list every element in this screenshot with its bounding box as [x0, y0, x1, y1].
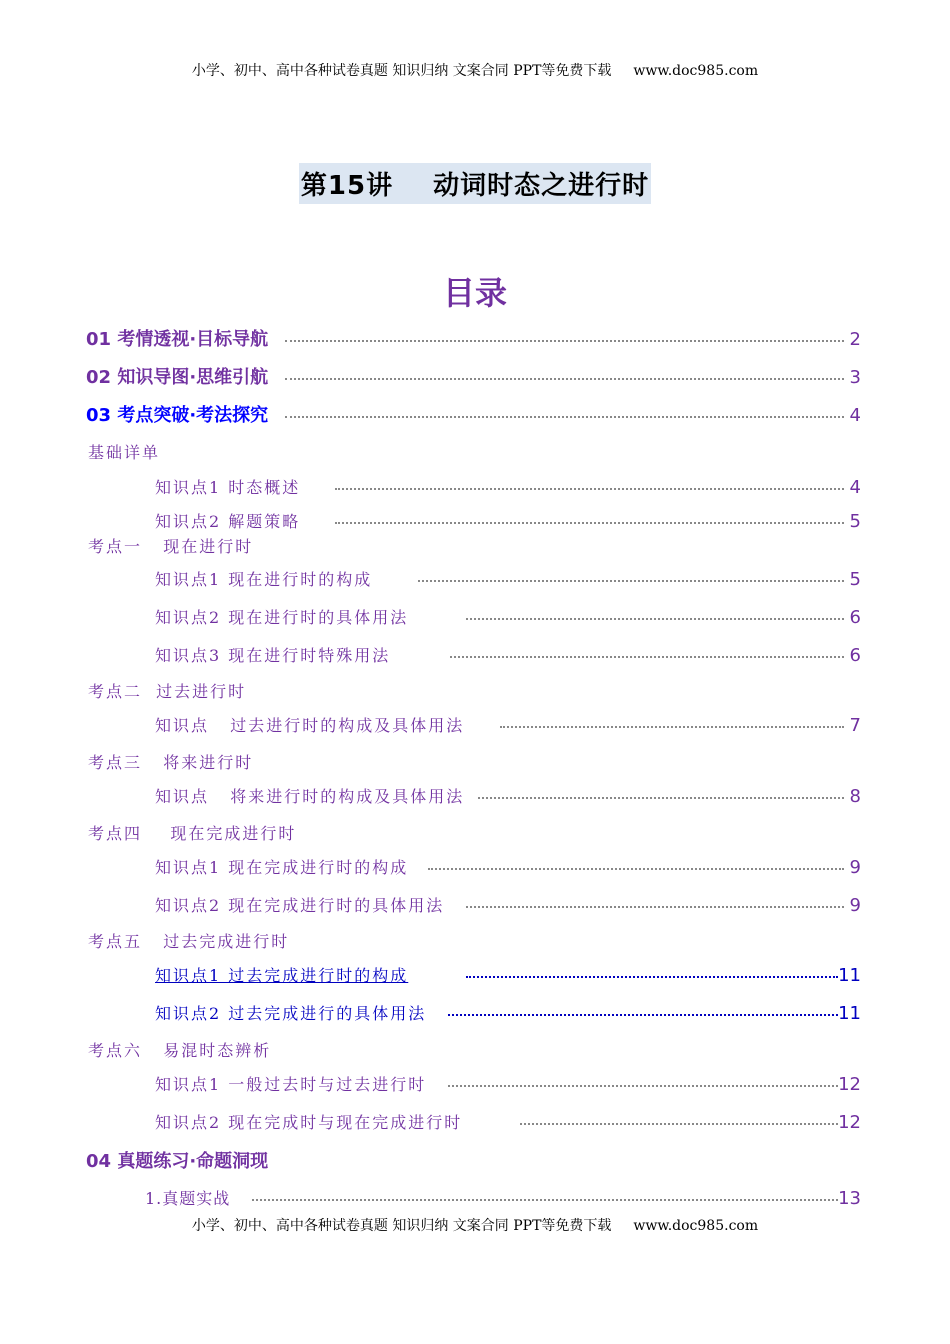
toc-page-number: 8 — [849, 786, 861, 807]
toc-item-label[interactable]: 知识点1 时态概述 — [155, 475, 300, 501]
toc-page-number: 9 — [849, 857, 861, 878]
header-text: 小学、初中、高中各种试卷真题 知识归纳 文案合同 PPT等免费下载 — [191, 63, 612, 79]
toc-category-label: 考点二 过去进行时 — [88, 679, 246, 705]
toc-page-number: 4 — [849, 405, 861, 426]
footer-url[interactable]: www.doc985.com — [633, 1218, 759, 1234]
toc-leader — [335, 488, 844, 490]
toc-item-label[interactable]: 知识点2 过去完成进行的具体用法 — [155, 1001, 426, 1027]
toc-page-number: 7 — [849, 715, 861, 736]
toc-item-label[interactable]: 知识点3 现在进行时特殊用法 — [155, 643, 390, 669]
toc-leader — [450, 656, 844, 658]
toc-item[interactable] — [0, 1072, 950, 1098]
toc-category-label: 考点五 过去完成进行时 — [88, 929, 289, 955]
toc-category — [0, 929, 950, 955]
toc-leader — [285, 416, 844, 418]
toc-item-label[interactable]: 知识点1 过去完成进行时的构成 — [155, 963, 408, 989]
toc-category — [0, 440, 950, 466]
toc-leader — [285, 378, 844, 380]
toc-section-02[interactable] — [0, 365, 950, 391]
toc-leader — [252, 1199, 838, 1201]
title-block — [299, 163, 651, 204]
toc-leader — [466, 618, 844, 620]
toc-leader — [466, 976, 838, 978]
toc-leader — [428, 868, 844, 870]
toc-item[interactable] — [0, 1110, 950, 1136]
toc-item[interactable] — [0, 567, 950, 593]
toc-item[interactable] — [0, 784, 950, 810]
page-footer — [0, 1215, 950, 1235]
toc-category — [0, 750, 950, 776]
toc-item[interactable] — [0, 713, 950, 739]
toc-page-number: 11 — [838, 965, 861, 986]
toc-leader — [448, 1085, 838, 1087]
toc-item[interactable] — [0, 1001, 950, 1027]
toc-leader — [418, 580, 844, 582]
toc-heading: 目录 — [442, 274, 507, 312]
toc-item-label[interactable]: 知识点 过去进行时的构成及具体用法 — [155, 713, 464, 739]
lesson-number: 第15讲 — [300, 171, 394, 201]
toc-item[interactable] — [0, 1186, 950, 1212]
toc-item[interactable] — [0, 605, 950, 631]
toc-section-04[interactable] — [0, 1149, 950, 1175]
toc-page-number: 2 — [849, 329, 861, 350]
toc-leader — [520, 1123, 838, 1125]
toc-item[interactable] — [0, 509, 950, 535]
toc-leader — [478, 797, 844, 799]
toc-item-label[interactable]: 1.真题实战 — [145, 1186, 230, 1212]
toc-page-number: 12 — [838, 1112, 861, 1133]
toc-page-number: 13 — [838, 1188, 861, 1209]
toc-category-label: 考点一 现在进行时 — [88, 534, 253, 560]
toc-section-label[interactable]: 01 考情透视·目标导航 — [86, 327, 268, 353]
toc-page-number: 6 — [849, 645, 861, 666]
toc-page-number: 9 — [849, 895, 861, 916]
toc-leader — [466, 906, 844, 908]
toc-item-label[interactable]: 知识点2 现在完成时与现在完成进行时 — [155, 1110, 462, 1136]
toc-item-label[interactable]: 知识点1 一般过去时与过去进行时 — [155, 1072, 426, 1098]
toc-page-number: 11 — [838, 1003, 861, 1024]
toc-page-number: 3 — [849, 367, 861, 388]
toc-section-label[interactable]: 04 真题练习·命题洞现 — [86, 1149, 268, 1175]
page-header — [0, 60, 950, 80]
toc-category-label: 考点四 现在完成进行时 — [88, 821, 296, 847]
toc-category — [0, 534, 950, 560]
toc-item[interactable] — [0, 475, 950, 501]
toc-leader — [335, 522, 844, 524]
toc-category-label: 基础详单 — [88, 440, 160, 466]
header-url[interactable]: www.doc985.com — [633, 63, 759, 79]
toc-leader — [500, 726, 844, 728]
toc-item[interactable] — [0, 643, 950, 669]
toc-item-label[interactable]: 知识点2 现在进行时的具体用法 — [155, 605, 408, 631]
toc-page-number: 5 — [849, 511, 861, 532]
toc-item-label[interactable]: 知识点1 现在进行时的构成 — [155, 567, 372, 593]
toc-item[interactable] — [0, 855, 950, 881]
toc-section-03[interactable] — [0, 403, 950, 429]
toc-item[interactable] — [0, 963, 950, 989]
toc-page-number: 12 — [838, 1074, 861, 1095]
toc-category-label: 考点三 将来进行时 — [88, 750, 253, 776]
toc-item[interactable] — [0, 893, 950, 919]
toc-page-number: 6 — [849, 607, 861, 628]
toc-page-number: 4 — [849, 477, 861, 498]
toc-category — [0, 1038, 950, 1064]
toc-category — [0, 821, 950, 847]
toc-item-label[interactable]: 知识点2 解题策略 — [155, 509, 300, 535]
toc-item-label[interactable]: 知识点1 现在完成进行时的构成 — [155, 855, 408, 881]
lesson-topic: 动词时态之进行时 — [433, 171, 650, 201]
footer-text: 小学、初中、高中各种试卷真题 知识归纳 文案合同 PPT等免费下载 — [191, 1218, 612, 1234]
toc-section-label[interactable]: 03 考点突破·考法探究 — [86, 403, 268, 429]
toc-section-label[interactable]: 02 知识导图·思维引航 — [86, 365, 268, 391]
toc-leader — [448, 1014, 838, 1016]
page-title — [0, 163, 950, 204]
toc-item-label[interactable]: 知识点 将来进行时的构成及具体用法 — [155, 784, 464, 810]
toc-leader — [285, 340, 844, 342]
toc-page-number: 5 — [849, 569, 861, 590]
toc-item-label[interactable]: 知识点2 现在完成进行时的具体用法 — [155, 893, 444, 919]
toc-section-01[interactable] — [0, 327, 950, 353]
toc-category — [0, 679, 950, 705]
toc-category-label: 考点六 易混时态辨析 — [88, 1038, 271, 1064]
